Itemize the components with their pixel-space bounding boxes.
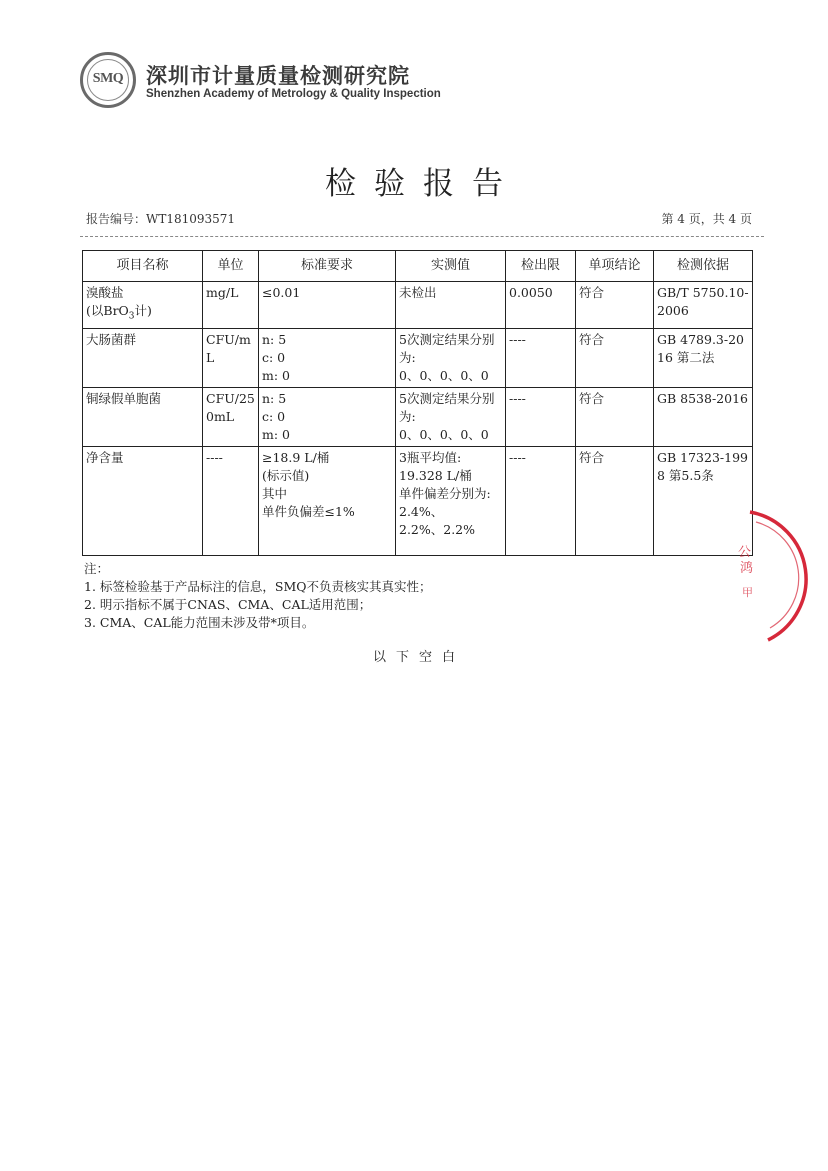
smq-logo-icon [80, 52, 136, 108]
cell-unit: mg/L [203, 282, 259, 329]
col-header-name: 项目名称 [83, 251, 203, 282]
col-header-basis: 检测依据 [654, 251, 753, 282]
cell-standard: ≥18.9 L/桶 (标示值) 其中 单件负偏差≤1% [259, 446, 396, 555]
cell-standard: n: 5 c: 0 m: 0 [259, 387, 396, 446]
cell-limit: ---- [506, 387, 576, 446]
results-table [82, 250, 753, 556]
cell-measured: 未检出 [396, 282, 506, 329]
cell-unit: CFU/mL [203, 328, 259, 387]
report-number: 报告编号：WT181093571 [86, 212, 236, 226]
cell-standard: n: 5 c: 0 m: 0 [259, 328, 396, 387]
note-item: 3. CMA、CAL能力范围未涉及带*项目。 [84, 615, 315, 630]
cell-standard: ≤0.01 [259, 282, 396, 329]
col-header-standard: 标准要求 [259, 251, 396, 282]
cell-limit: 0.0050 [506, 282, 576, 329]
cell-conclusion: 符合 [576, 328, 654, 387]
notes-heading: 注： [84, 561, 110, 576]
table-row [83, 387, 753, 446]
org-name-en: Shenzhen Academy of Metrology & Quality Inspection [146, 88, 441, 100]
notes-block [84, 560, 432, 632]
note-item: 1. 标签检验基于产品标注的信息，SMQ不负责核实其真实性； [84, 579, 432, 594]
divider [80, 236, 764, 237]
blank-below-marker: 以下空白 [372, 650, 465, 665]
cell-item-name: 大肠菌群 [83, 328, 203, 387]
cell-measured: 3瓶平均值: 19.328 L/桶 单件偏差分别为: 2.4%、 2.2%、2.2% [396, 446, 506, 555]
cell-basis: GB 17323-1998 第5.5条 [654, 446, 753, 555]
cell-conclusion: 符合 [576, 282, 654, 329]
cell-measured: 5次测定结果分别为: 0、0、0、0、0 [396, 387, 506, 446]
table-row [83, 282, 753, 329]
cell-conclusion: 符合 [576, 387, 654, 446]
table-header-row [83, 251, 753, 282]
col-header-unit: 单位 [203, 251, 259, 282]
page-info: 第 4 页，共 4 页 [661, 212, 752, 226]
cell-limit: ---- [506, 328, 576, 387]
cell-limit: ---- [506, 446, 576, 555]
cell-conclusion: 符合 [576, 446, 654, 555]
org-name-cn: 深圳市计量质量检测研究院 [146, 64, 410, 88]
note-item: 2. 明示指标不属于CNAS、CMA、CAL适用范围； [84, 597, 372, 612]
report-title: 检验报告 [325, 166, 521, 202]
cell-item-name: 溴酸盐 (以BrO$_3$计) [83, 282, 203, 329]
svg-text:甲: 甲 [742, 586, 753, 599]
col-header-measured: 实测值 [396, 251, 506, 282]
col-header-conclusion: 单项结论 [576, 251, 654, 282]
cell-basis: GB 8538-2016 [654, 387, 753, 446]
svg-text:鸿: 鸿 [740, 561, 754, 576]
cell-item-name: 铜绿假单胞菌 [83, 387, 203, 446]
svg-text:公: 公 [738, 545, 752, 560]
cell-unit: ---- [203, 446, 259, 555]
seal-stamp-icon [728, 500, 828, 650]
logo-text: SMQ [92, 71, 124, 86]
cell-basis: GB 4789.3-2016 第二法 [654, 328, 753, 387]
cell-item-name: 净含量 [83, 446, 203, 555]
col-header-limit: 检出限 [506, 251, 576, 282]
table-row [83, 328, 753, 387]
cell-unit: CFU/250mL [203, 387, 259, 446]
cell-basis: GB/T 5750.10-2006 [654, 282, 753, 329]
cell-measured: 5次测定结果分别为: 0、0、0、0、0 [396, 328, 506, 387]
table-row [83, 446, 753, 555]
